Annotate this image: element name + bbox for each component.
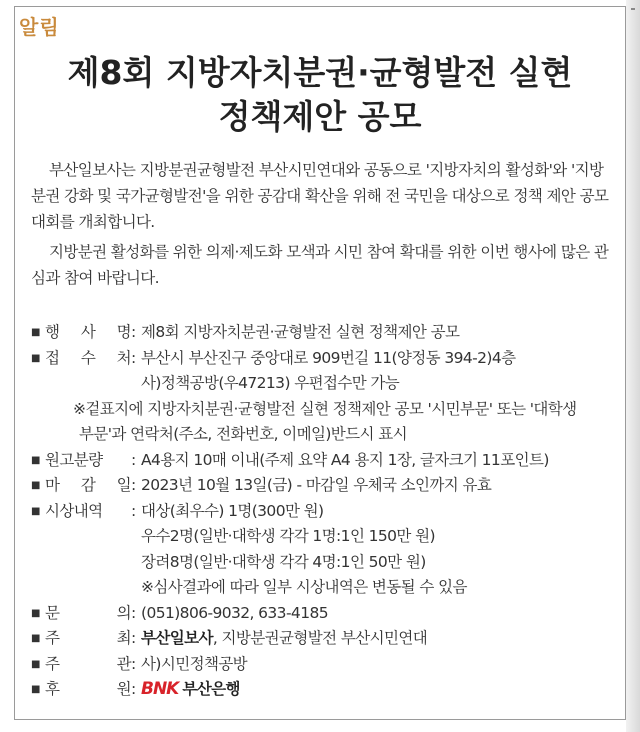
contact-label: 문 의 bbox=[45, 603, 131, 622]
host-label: 주 최 bbox=[45, 629, 131, 647]
info-row-host: ■ 주 최 : 부산일보사, 지방분권균형발전 부산시민연대 bbox=[31, 626, 619, 652]
sponsor-name: 부산은행 bbox=[182, 680, 240, 698]
info-row-receive: ■ 접 수 처 : 부산시 부산진구 중앙대로 909번길 11(양정동 394-2)4층 bbox=[31, 346, 619, 372]
bullet-icon: ■ bbox=[31, 454, 40, 466]
bnk-logo-icon: BNK bbox=[141, 679, 179, 699]
info-row-contact: ■ 문 의 : (051)806-9032, 633-4185 bbox=[31, 601, 619, 627]
prize-value-1: 대상(최우수) 1명(300만 원) bbox=[141, 501, 324, 520]
event-label: 행 사 명 bbox=[45, 323, 131, 341]
receive-value-2: 사)정책공방(우47213) 우편접수만 가능 bbox=[141, 374, 400, 392]
info-row-sponsor: ■ 후 원 : BNK 부산은행 bbox=[31, 677, 619, 703]
info-list bbox=[31, 320, 619, 703]
prize-value-2: 우수2명(일반·대학생 각각 1명:1인 150만 원) bbox=[141, 527, 435, 545]
prize-value-3: 장려8명(일반·대학생 각각 4명:1인 50만 원) bbox=[141, 552, 426, 571]
info-row-event: ■ 행 사 명 : 제8회 지방자치분권·균형발전 실현 정책제안 공모 bbox=[31, 320, 619, 346]
intro-paragraph-2: 지방분권 활성화를 위한 의제·제도화 모색과 시민 참여 확대를 위한 이번 행사에 많은 관심과 참여 바랍니다. bbox=[31, 243, 609, 287]
bullet-icon: ■ bbox=[31, 607, 40, 619]
title-line-2: 정책제안 공모 bbox=[218, 97, 422, 136]
sponsor-label: 후 원 bbox=[45, 680, 131, 698]
host-value: 부산일보사, 지방분권균형발전 부산시민연대 bbox=[141, 629, 428, 647]
contact-value: (051)806-9032, 633-4185 bbox=[141, 603, 328, 622]
bullet-icon: ■ bbox=[31, 505, 40, 517]
title-line-1: 제8회 지방자치분권·균형발전 실현 bbox=[67, 53, 573, 92]
prize-label: 시상내역 bbox=[45, 501, 103, 520]
event-value: 제8회 지방자치분권·균형발전 실현 정책제안 공모 bbox=[141, 323, 460, 341]
intro-paragraph-1: 부산일보사는 지방분권균형발전 부산시민연대와 공동으로 '지방자치의 활성화'와 '지방분권 강화 및 국가균형발전'을 위한 공감대 확산을 위해 전 국민을 대상으로 정책 제안 공모대회를 개최합니다. bbox=[31, 161, 609, 231]
info-row-length: ■ 원고분량 : A4용지 10매 이내(주제 요약 A4 용지 1장, 글자크기 11포인트) bbox=[31, 448, 619, 474]
organizer-value: 사)시민정책공방 bbox=[141, 654, 248, 673]
sponsor-value bbox=[141, 677, 619, 703]
page-edge bbox=[626, 0, 640, 732]
info-row-prize: ■ 시상내역 : 대상(최우수) 1명(300만 원) bbox=[31, 499, 619, 525]
notice-box bbox=[14, 6, 626, 720]
receive-label: 접 수 처 bbox=[45, 348, 131, 367]
bullet-icon: ■ bbox=[31, 352, 40, 364]
bullet-icon: ■ bbox=[31, 633, 40, 644]
bullet-icon: ■ bbox=[31, 658, 40, 670]
organizer-label: 주 관 bbox=[45, 654, 131, 673]
length-label: 원고분량 bbox=[45, 450, 103, 469]
bullet-icon: ■ bbox=[31, 327, 40, 338]
bullet-icon: ■ bbox=[31, 684, 40, 695]
info-row-deadline: ■ 마 감 일 : 2023년 10월 13일(금) - 마감일 우체국 소인까지 유효 bbox=[31, 473, 619, 499]
deadline-value: 2023년 10월 13일(금) - 마감일 우체국 소인까지 유효 bbox=[141, 476, 492, 494]
receive-value-1: 부산시 부산진구 중앙대로 909번길 11(양정동 394-2)4층 bbox=[141, 348, 516, 367]
bullet-icon: ■ bbox=[31, 480, 40, 491]
prize-note: ※심사결과에 따라 일부 시상내역은 변동될 수 있음 bbox=[141, 578, 467, 596]
info-row-organizer: ■ 주 관 : 사)시민정책공방 bbox=[31, 652, 619, 678]
receive-note-1: ※겉표지에 지방자치분권·균형발전 실현 정책제안 공모 '시민부문' 또는 '대학생 bbox=[73, 399, 577, 418]
length-value: A4용지 10매 이내(주제 요약 A4 용지 1장, 글자크기 11포인트) bbox=[141, 450, 549, 469]
deadline-label: 마 감 일 bbox=[45, 476, 131, 494]
notice-tag: 알림 bbox=[19, 15, 60, 39]
receive-note-2: 부문'과 연락처(주소, 전화번호, 이메일)반드시 표시 bbox=[79, 425, 407, 443]
